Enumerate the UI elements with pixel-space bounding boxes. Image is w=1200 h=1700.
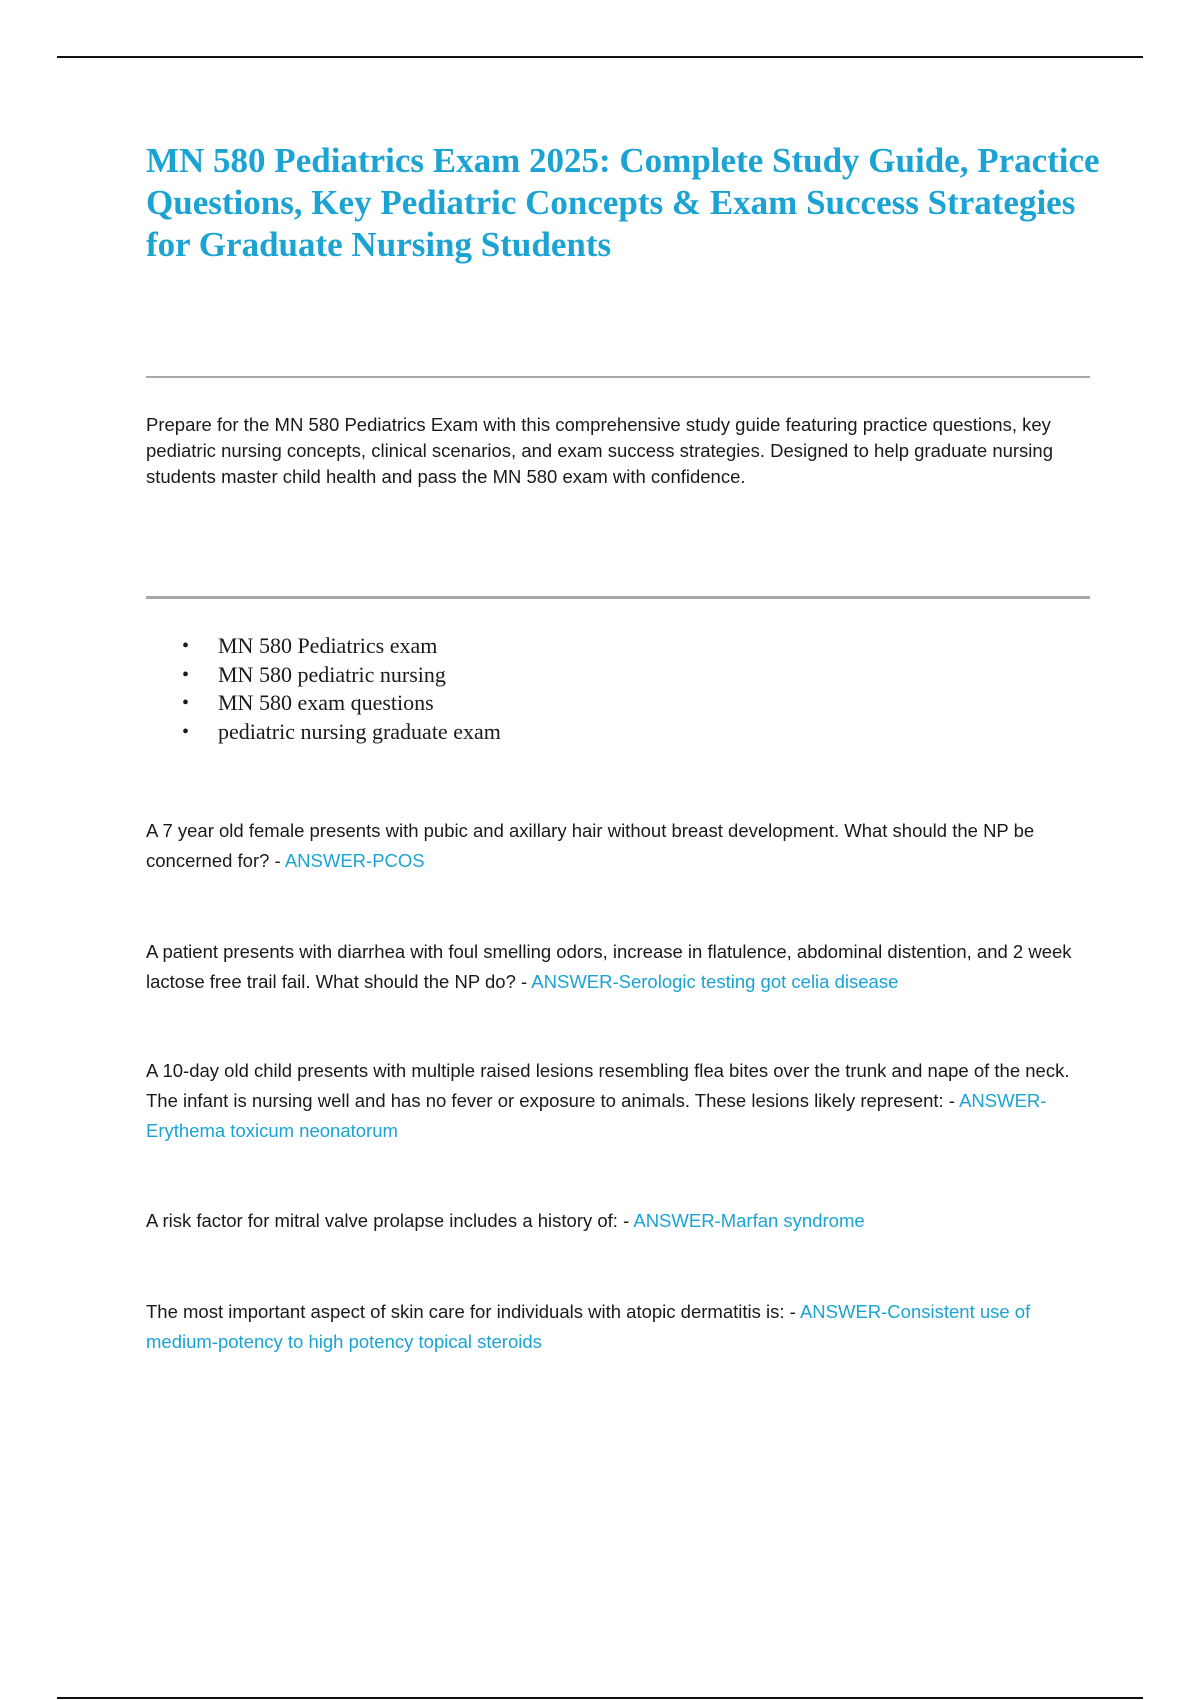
qa-item — [146, 1206, 1090, 1236]
document-title: MN 580 Pediatrics Exam 2025: Complete Study Guide, Practice Questions, Key Pediatric Concepts & Exam Success Strategies for Graduate Nursing Students — [146, 141, 1100, 264]
qa-item — [146, 1056, 1090, 1146]
answer-text: ANSWER-Marfan syndrome — [633, 1210, 865, 1231]
bullet-icon: • — [182, 692, 190, 714]
qa-item — [146, 937, 1090, 997]
answer-text: ANSWER-PCOS — [284, 850, 425, 871]
qa-item — [146, 816, 1090, 876]
question-text: A risk factor for mitral valve prolapse includes a history of: - — [146, 1210, 634, 1231]
bullet-icon: • — [182, 720, 190, 743]
keyword-text: MN 580 pediatric nursing — [218, 661, 446, 687]
answer-text: ANSWER-Erythema toxicum neonatorum — [146, 1090, 1047, 1141]
question-text: A patient presents with diarrhea with foul smelling odors, increase in flatulence, abdominal distention, and 2 week lactose free trail fail. What should the NP do? - — [146, 941, 1072, 992]
keyword-item — [146, 689, 501, 718]
bullet-icon: • — [182, 663, 190, 686]
keyword-text: pediatric nursing graduate exam — [218, 718, 501, 744]
question-text: A 10-day old child presents with multiple raised lesions resembling flea bites over the trunk and nape of the neck. The infant is nursing well and has no fever or exposure to animals. These lesions likely represent: - — [146, 1060, 1070, 1111]
top-page-rule — [57, 56, 1143, 58]
section-divider — [146, 376, 1090, 378]
question-text: The most important aspect of skin care for individuals with atopic dermatitis is: - — [146, 1301, 800, 1322]
bullet-icon: • — [182, 635, 190, 657]
keyword-item — [146, 632, 501, 661]
section-divider — [146, 596, 1090, 599]
keyword-item — [146, 661, 501, 690]
keyword-list — [146, 632, 501, 746]
bottom-page-rule — [57, 1697, 1143, 1699]
answer-text: ANSWER-Serologic testing got celia disease — [531, 971, 899, 992]
keyword-item — [146, 718, 501, 747]
keyword-text: MN 580 Pediatrics exam — [218, 633, 438, 658]
qa-item — [146, 1297, 1090, 1357]
question-text: A 7 year old female presents with pubic and axillary hair without breast development. What should the NP be concerned for? - — [146, 820, 1035, 871]
answer-text: ANSWER-Consistent use of medium-potency to high potency topical steroids — [146, 1301, 1031, 1352]
keyword-text: MN 580 exam questions — [218, 690, 434, 715]
intro-paragraph: Prepare for the MN 580 Pediatrics Exam with this comprehensive study guide featuring practice questions, key pediatric nursing concepts, clinical scenarios, and exam success strategies. Designed to help graduate nursing students master child health and pass the MN 580 exam with confidence. — [146, 414, 1053, 487]
